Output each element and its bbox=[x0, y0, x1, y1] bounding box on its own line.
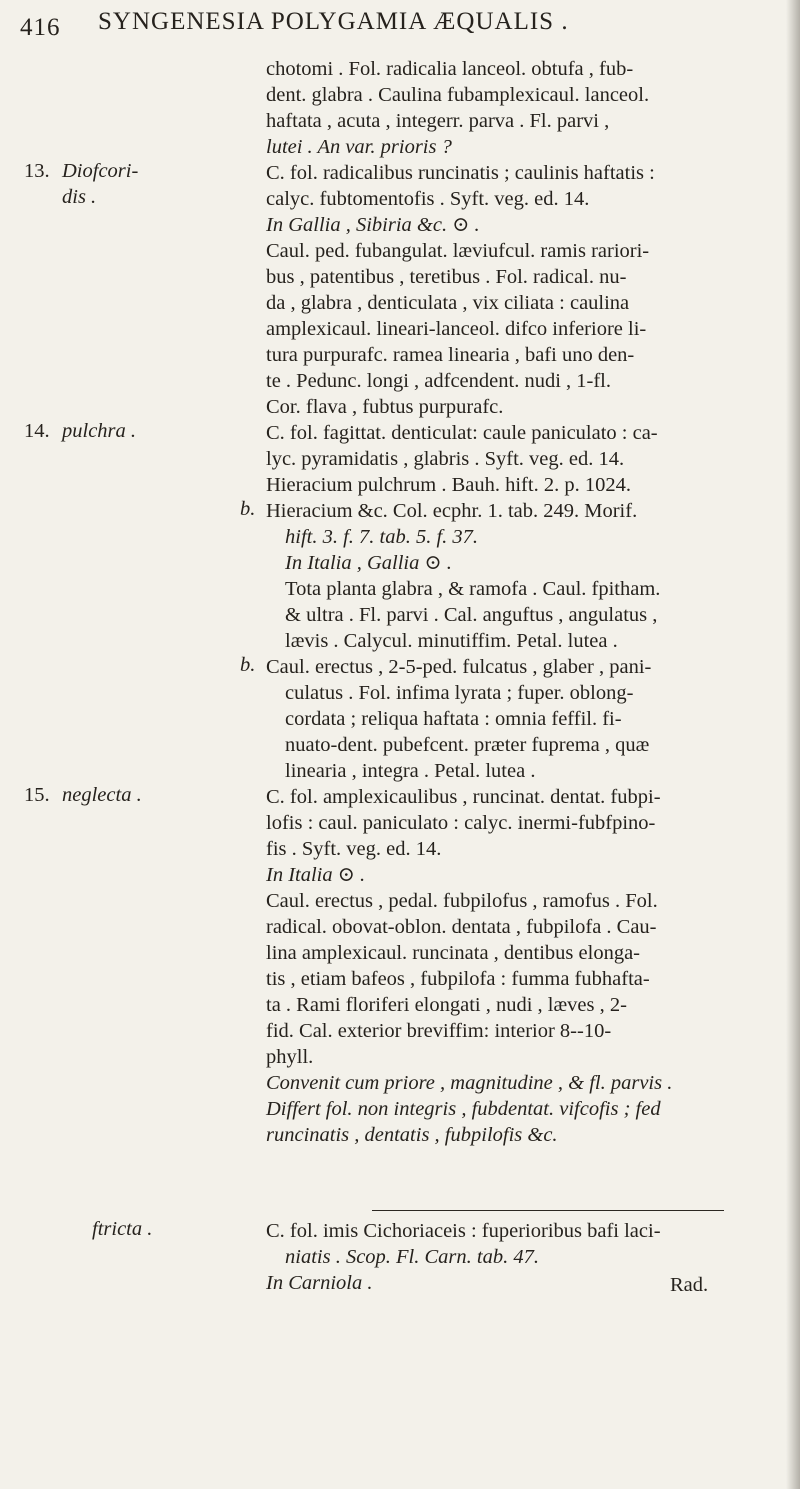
text-line: tis , etiam bafeos , fubpilofa : fumma fubhafta- bbox=[266, 968, 650, 990]
text-line: nuato-dent. pubefcent. præter fuprema , quæ bbox=[285, 734, 650, 756]
species-name: pulchra . bbox=[62, 420, 137, 442]
species-name-continued: dis . bbox=[62, 186, 97, 208]
text-line: In Gallia , Sibiria &c. ⊙ . bbox=[266, 214, 480, 236]
text-line: lofis : caul. paniculato : calyc. inermi-fubfpino- bbox=[266, 812, 656, 834]
text-line: In Italia ⊙ . bbox=[266, 864, 366, 886]
text-line: C. fol. radicalibus runcinatis ; caulinis haftatis : bbox=[266, 162, 655, 184]
text-line: lævis . Calycul. minutiffim. Petal. lutea . bbox=[285, 630, 618, 652]
running-head bbox=[20, 8, 760, 48]
catchword: Rad. bbox=[670, 1274, 709, 1296]
text-line: culatus . Fol. infima lyrata ; fuper. oblong- bbox=[285, 682, 634, 704]
text-line: tura purpurafc. ramea linearia , bafi uno den- bbox=[266, 344, 635, 366]
text-line: In Italia , Gallia ⊙ . bbox=[285, 552, 452, 574]
text-line: hift. 3. f. 7. tab. 5. f. 37. bbox=[285, 526, 479, 548]
text-line: calyc. fubtomentofis . Syft. veg. ed. 14. bbox=[266, 188, 590, 210]
text-line: radical. obovat-oblon. dentata , fubpilofa . Cau- bbox=[266, 916, 657, 938]
text-line: Hieracium &c. Col. ecphr. 1. tab. 249. Morif. bbox=[266, 500, 638, 522]
text-line: & ultra . Fl. parvi . Cal. anguftus , angulatus , bbox=[285, 604, 658, 626]
text-line: Differt fol. non integris , fubdentat. vifcofis ; fed bbox=[266, 1098, 661, 1120]
text-line: Hieracium pulchrum . Bauh. hift. 2. p. 1024. bbox=[266, 474, 631, 496]
text-line: Convenit cum priore , magnitudine , & fl. parvis . bbox=[266, 1072, 673, 1094]
text-line: amplexicaul. lineari-lanceol. difco inferiore li- bbox=[266, 318, 647, 340]
text-line: niatis . Scop. Fl. Carn. tab. 47. bbox=[285, 1246, 539, 1268]
species-number: 13. bbox=[24, 160, 50, 182]
text-line: haftata , acuta , integerr. parva . Fl. parvi , bbox=[266, 110, 610, 132]
text-line: In Carniola . bbox=[266, 1272, 373, 1294]
text-line: chotomi . Fol. radicalia lanceol. obtufa , fub- bbox=[266, 58, 634, 80]
text-line: cordata ; reliqua haftata : omnia feffil. fi- bbox=[285, 708, 622, 730]
page-number: 416 bbox=[20, 14, 61, 41]
variety-label: b. bbox=[240, 654, 256, 676]
text-line: phyll. bbox=[266, 1046, 314, 1068]
text-line: da , glabra , denticulata , vix ciliata : caulina bbox=[266, 292, 630, 314]
species-number: 15. bbox=[24, 784, 50, 806]
text-line: Caul. ped. fubangulat. læviufcul. ramis rariori- bbox=[266, 240, 650, 262]
text-line: dent. glabra . Caulina fubamplexicaul. lanceol. bbox=[266, 84, 650, 106]
text-line: runcinatis , dentatis , fubpilofis &c. bbox=[266, 1124, 558, 1146]
text-line: linearia , integra . Petal. lutea . bbox=[285, 760, 536, 782]
page-edge-shadow bbox=[786, 0, 800, 1489]
variety-label: b. bbox=[240, 498, 256, 520]
running-title: SYNGENESIA POLYGAMIA ÆQUALIS . bbox=[98, 8, 569, 35]
text-line: lyc. pyramidatis , glabris . Syft. veg. ed. 14. bbox=[266, 448, 625, 470]
section-rule bbox=[372, 1210, 724, 1211]
species-name: neglecta . bbox=[62, 784, 142, 806]
text-line: fis . Syft. veg. ed. 14. bbox=[266, 838, 442, 860]
species-name: ftricta . bbox=[92, 1218, 153, 1240]
species-name: Diofcori- bbox=[62, 160, 139, 182]
text-line: te . Pedunc. longi , adfcendent. nudi , 1-fl. bbox=[266, 370, 611, 392]
text-line: bus , patentibus , teretibus . Fol. radical. nu- bbox=[266, 266, 627, 288]
species-number: 14. bbox=[24, 420, 50, 442]
text-line: C. fol. imis Cichoriaceis : fuperioribus bafi laci- bbox=[266, 1220, 661, 1242]
text-line: Tota planta glabra , & ramofa . Caul. fpitham. bbox=[285, 578, 661, 600]
text-line: ta . Rami floriferi elongati , nudi , læves , 2- bbox=[266, 994, 627, 1016]
text-line: C. fol. fagittat. denticulat: caule paniculato : ca- bbox=[266, 422, 658, 444]
text-line: Caul. erectus , 2-5-ped. fulcatus , glaber , pani- bbox=[266, 656, 652, 678]
text-line: fid. Cal. exterior breviffim: interior 8--10- bbox=[266, 1020, 612, 1042]
text-line: lina amplexicaul. runcinata , dentibus elonga- bbox=[266, 942, 640, 964]
text-line: Cor. flava , fubtus purpurafc. bbox=[266, 396, 504, 418]
text-line: lutei . An var. prioris ? bbox=[266, 136, 452, 158]
text-line: C. fol. amplexicaulibus , runcinat. dentat. fubpi- bbox=[266, 786, 661, 808]
text-line: Caul. erectus , pedal. fubpilofus , ramofus . Fol. bbox=[266, 890, 658, 912]
